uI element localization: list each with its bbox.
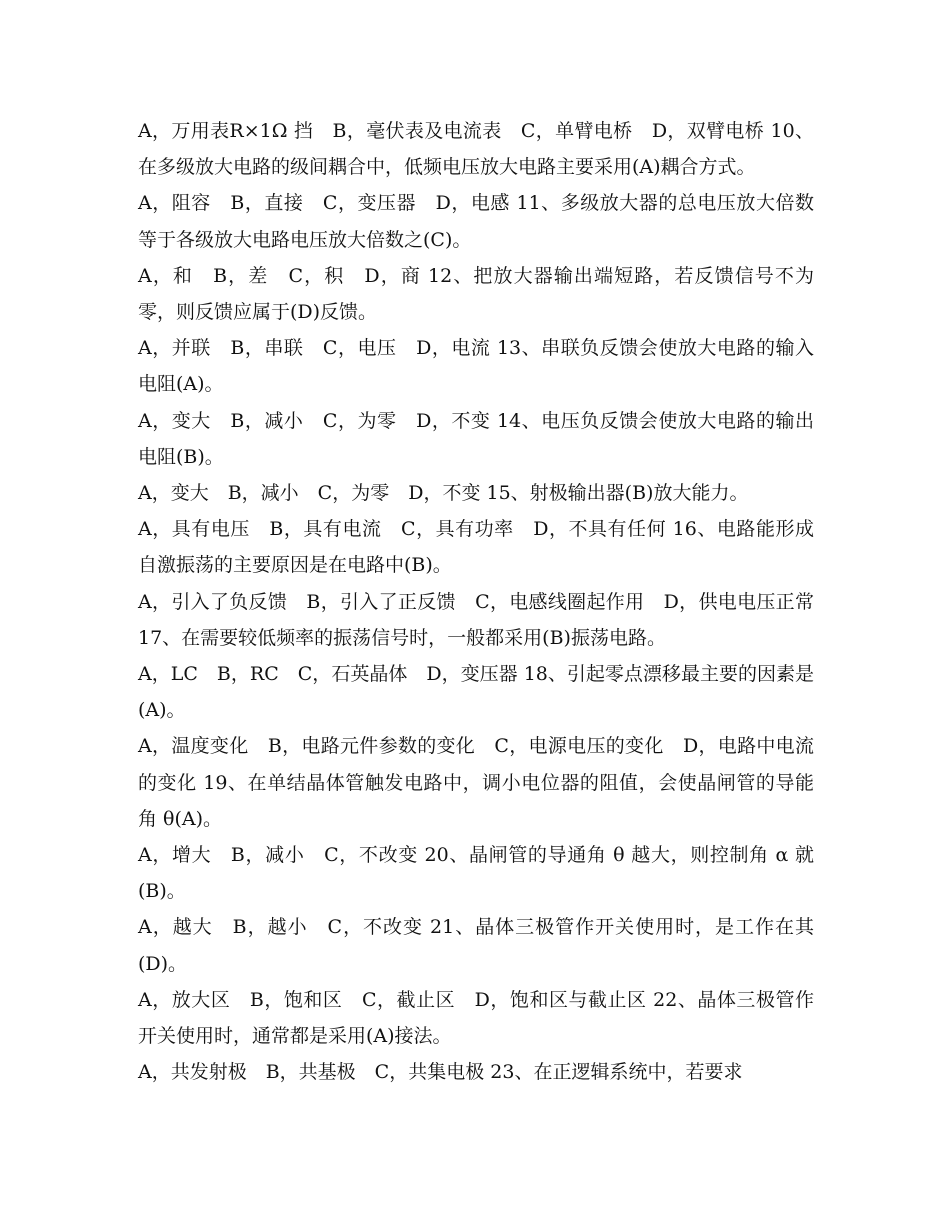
paragraph-q11-options: A，和 B，差 C，积 D，商 12、把放大器输出端短路，若反馈信号不为零，则反馈应属于(D)反馈。 <box>138 264 814 324</box>
paragraph-q15-options: A，具有电压 B，具有电流 C，具有功率 D，不具有任何 16、电路能形成自激振荡的主要原因是在电路中(B)。 <box>138 518 814 577</box>
paragraph-q12-options: A，并联 B，串联 C，电压 D，电流 13、串联负反馈会使放大电路的输入电阻(A)。 <box>138 337 814 396</box>
paragraph-q18-options: A，温度变化 B，电路元件参数的变化 C，电源电压的变化 D，电路中电流的变化 19、在单结晶体管触发电路中，调小电位器的阻值，会使晶闸管的导能角 θ(A)。 <box>138 735 814 830</box>
paragraph-q20-options: A，越大 B，越小 C，不改变 21、晶体三极管作开关使用时，是工作在其(D)。 <box>138 916 814 975</box>
paragraph-q22-options: A，共发射极 B，共基极 C，共集电极 23、在正逻辑系统中，若要求 <box>138 1061 743 1084</box>
paragraph-q10-options: A，阻容 B，直接 C，变压器 D，电感 11、多级放大器的总电压放大倍数等于各级放大电路电压放大倍数之(C)。 <box>138 192 814 251</box>
paragraph-q16-options: A，引入了负反馈 B，引入了正反馈 C，电感线圈起作用 D，供电电压正常 17、在需要较低频率的振荡信号时，一般都采用(B)振荡电路。 <box>138 590 814 649</box>
paragraph-q14-options: A，变大 B，减小 C，为零 D，不变 15、射极输出器(B)放大能力。 <box>138 482 749 505</box>
document-page <box>138 113 814 1090</box>
paragraph-q19-options: A，增大 B，减小 C，不改变 20、晶闸管的导通角 θ 越大，则控制角 α 就(B)。 <box>138 844 814 903</box>
paragraph-q13-options: A，变大 B，减小 C，为零 D，不变 14、电压负反馈会使放大电路的输出电阻(B)。 <box>138 409 814 468</box>
paragraph-q21-options: A，放大区 B，饱和区 C，截止区 D，饱和区与截止区 22、晶体三极管作开关使用时，通常都是采用(A)接法。 <box>138 988 814 1048</box>
paragraph-q17-options: A，LC B，RC C，石英晶体 D，变压器 18、引起零点漂移最主要的因素是(A)。 <box>138 663 814 722</box>
paragraph-q9-options: A，万用表R×1Ω 挡 B，毫伏表及电流表 C，单臂电桥 D，双臂电桥 10、在多级放大电路的级间耦合中，低频电压放大电路主要采用(A)耦合方式。 <box>138 120 814 179</box>
